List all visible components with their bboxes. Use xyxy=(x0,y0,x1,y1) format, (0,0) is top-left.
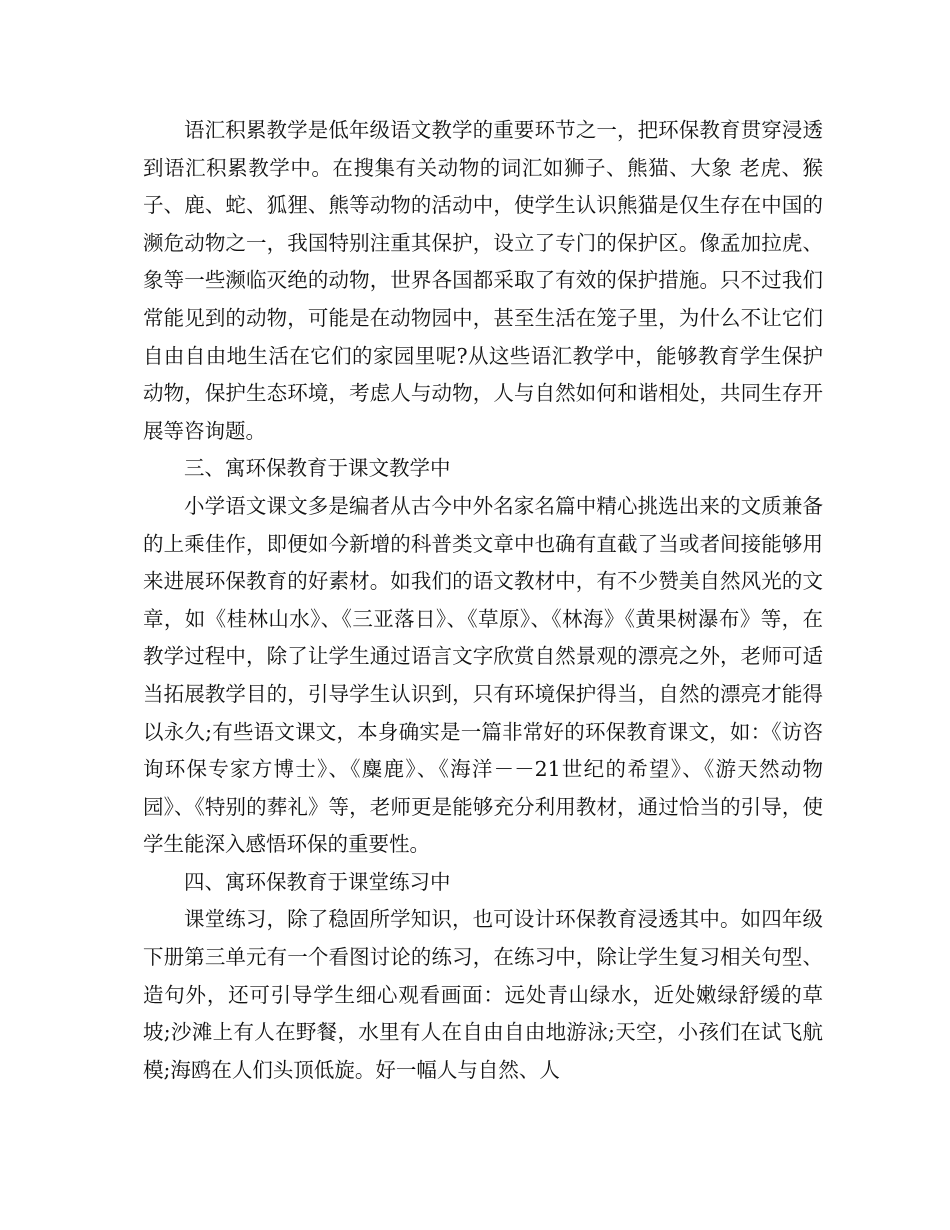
section-heading-3: 三、寓环保教育于课文教学中 xyxy=(184,456,451,481)
paragraph-text-teaching: 小学语文课文多是编者从古今中外名家名篇中精心挑选出来的文质兼备的上乘佳作，即便如今新增的科普类文章中也确有直截了当或者间接能够用来进展环保教育的好素材。如我们的语文教材中，有不少赞美自然风光的文章，如《桂林山水》、《三亚落日》、《草原》、《林海》《黄果树瀑布》等，在教学过程中，除了让学生通过语言文字欣赏自然景观的漂亮之外，老师可适当拓展教学目的，引导学生认识到，只有环境保护得当，自然的漂亮才能得以永久;有些语文课文，本身确实是一篇非常好的环保教育课文，如：《访咨询环保专家方博士》、《麋鹿》、《海洋－－21世纪的希望》、《游天然动物园》、《特别的葬礼》等，老师更是能够充分利用教材，通过恰当的引导，使学生能深入感悟环保的重要性。 xyxy=(143,493,823,857)
paragraph-vocabulary: 语汇积累教学是低年级语文教学的重要环节之一，把环保教育贯穿浸透到语汇积累教学中。在搜集有关动物的词汇如狮子、熊猫、大象 老虎、猴子、鹿、蛇、狐狸、熊等动物的活动中，使学生认识熊猫是仅生存在中国的濒危动物之一，我国特别注重其保护，设立了专门的保护区。像孟加拉虎、象等一些濒临灭绝的动物，世界各国都采取了有效的保护措施。只不过我们常能见到的动物，可能是在动物园中，甚至生活在笼子里，为什么不让它们自由自由地生活在它们的家园里呢?从这些语汇教学中，能够教育学生保护动物，保护生态环境，考虑人与动物，人与自然如何和谐相处，共同生存开展等咨询题。 xyxy=(143,118,823,443)
section-heading-4: 四、寓环保教育于课堂练习中 xyxy=(184,869,451,894)
paragraph-class-exercise: 课堂练习，除了稳固所学知识，也可设计环保教育浸透其中。如四年级下册第三单元有一个看图讨论的练习，在练习中，除让学生复习相关句型、造句外，还可引导学生细心观看画面：远处青山绿水，近处嫩绿舒缓的草坡;沙滩上有人在野餐，水里有人在自由自由地游泳;天空，小孩们在试飞航模;海鸥在人们头顶低旋。好一幅人与自然、人 xyxy=(143,907,823,1082)
document-body xyxy=(143,112,823,1089)
